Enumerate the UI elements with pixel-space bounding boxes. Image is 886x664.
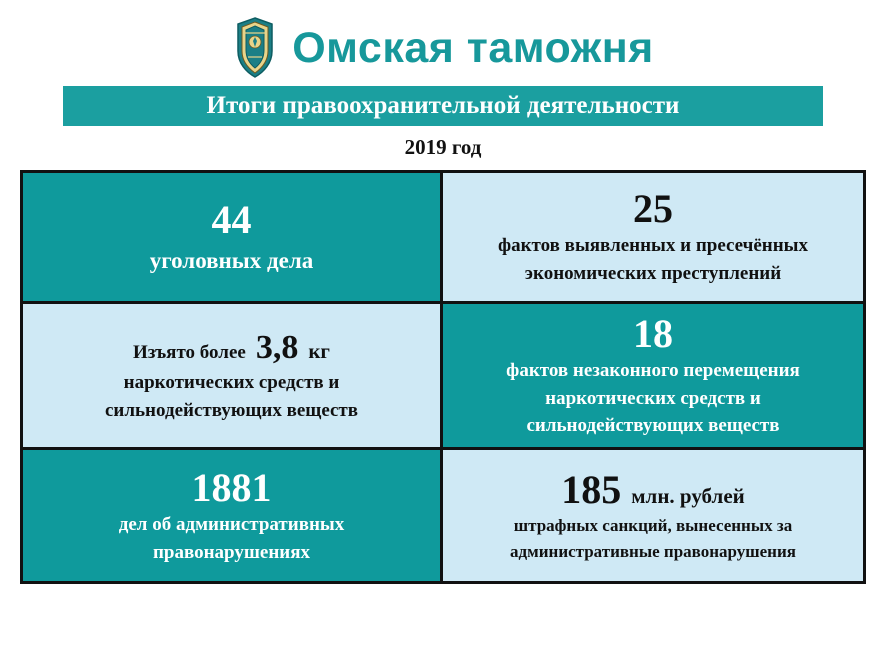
stat-number: 1881 [191,464,272,510]
stat-label-line1: штрафных санкций, вынесенных за [513,516,793,536]
stat-cell-illegal-drug-movement [443,304,863,447]
russian-customs-emblem-icon [232,17,278,79]
stat-number: 44 [211,196,252,242]
stat-cell-administrative-cases [23,450,443,581]
stat-cell-fines [443,450,863,581]
subtitle-bar [63,86,823,126]
stat-inline-line [133,329,330,367]
page-title: Омская таможня [292,23,654,72]
stat-label: уголовных дела [149,247,314,273]
stat-cell-criminal-cases [23,173,443,301]
stat-number: 25 [633,186,673,232]
stat-label-line2: наркотических средств и [545,387,761,409]
table-row [23,173,863,304]
stat-label-line2: правонарушениях [152,541,311,563]
header [0,0,886,78]
stat-label-line2: экономических преступлений [524,263,782,284]
stat-number: 18 [633,310,673,356]
stat-cell-seized-drugs-weight [23,304,443,447]
table-row [23,450,863,581]
stat-label-line2: административные правонарушения [510,541,796,561]
stat-inline-line [561,469,745,511]
stat-label-line3: сильнодействующих веществ [526,415,780,437]
stat-label-line2: сильнодействующих веществ [104,399,359,421]
stats-table [20,170,866,584]
year-label: 2019 год [404,135,482,159]
stat-label-line1: наркотических средств и [123,371,340,393]
table-row [23,304,863,450]
stat-prefix: Изъято более [133,341,246,363]
stat-number: 3,8 [255,328,299,366]
stat-number: 185 [561,467,622,513]
subtitle-text: Итоги правоохранительной деятельности [206,92,680,119]
stat-unit: кг [308,338,330,363]
stat-cell-economic-crimes [443,173,863,301]
stat-label-line1: дел об административных [118,513,345,535]
stat-label-line1: фактов незаконного перемещения [506,359,800,381]
stat-label-line1: фактов выявленных и пресечённых [497,235,809,257]
stat-unit: млн. рублей [631,484,745,509]
